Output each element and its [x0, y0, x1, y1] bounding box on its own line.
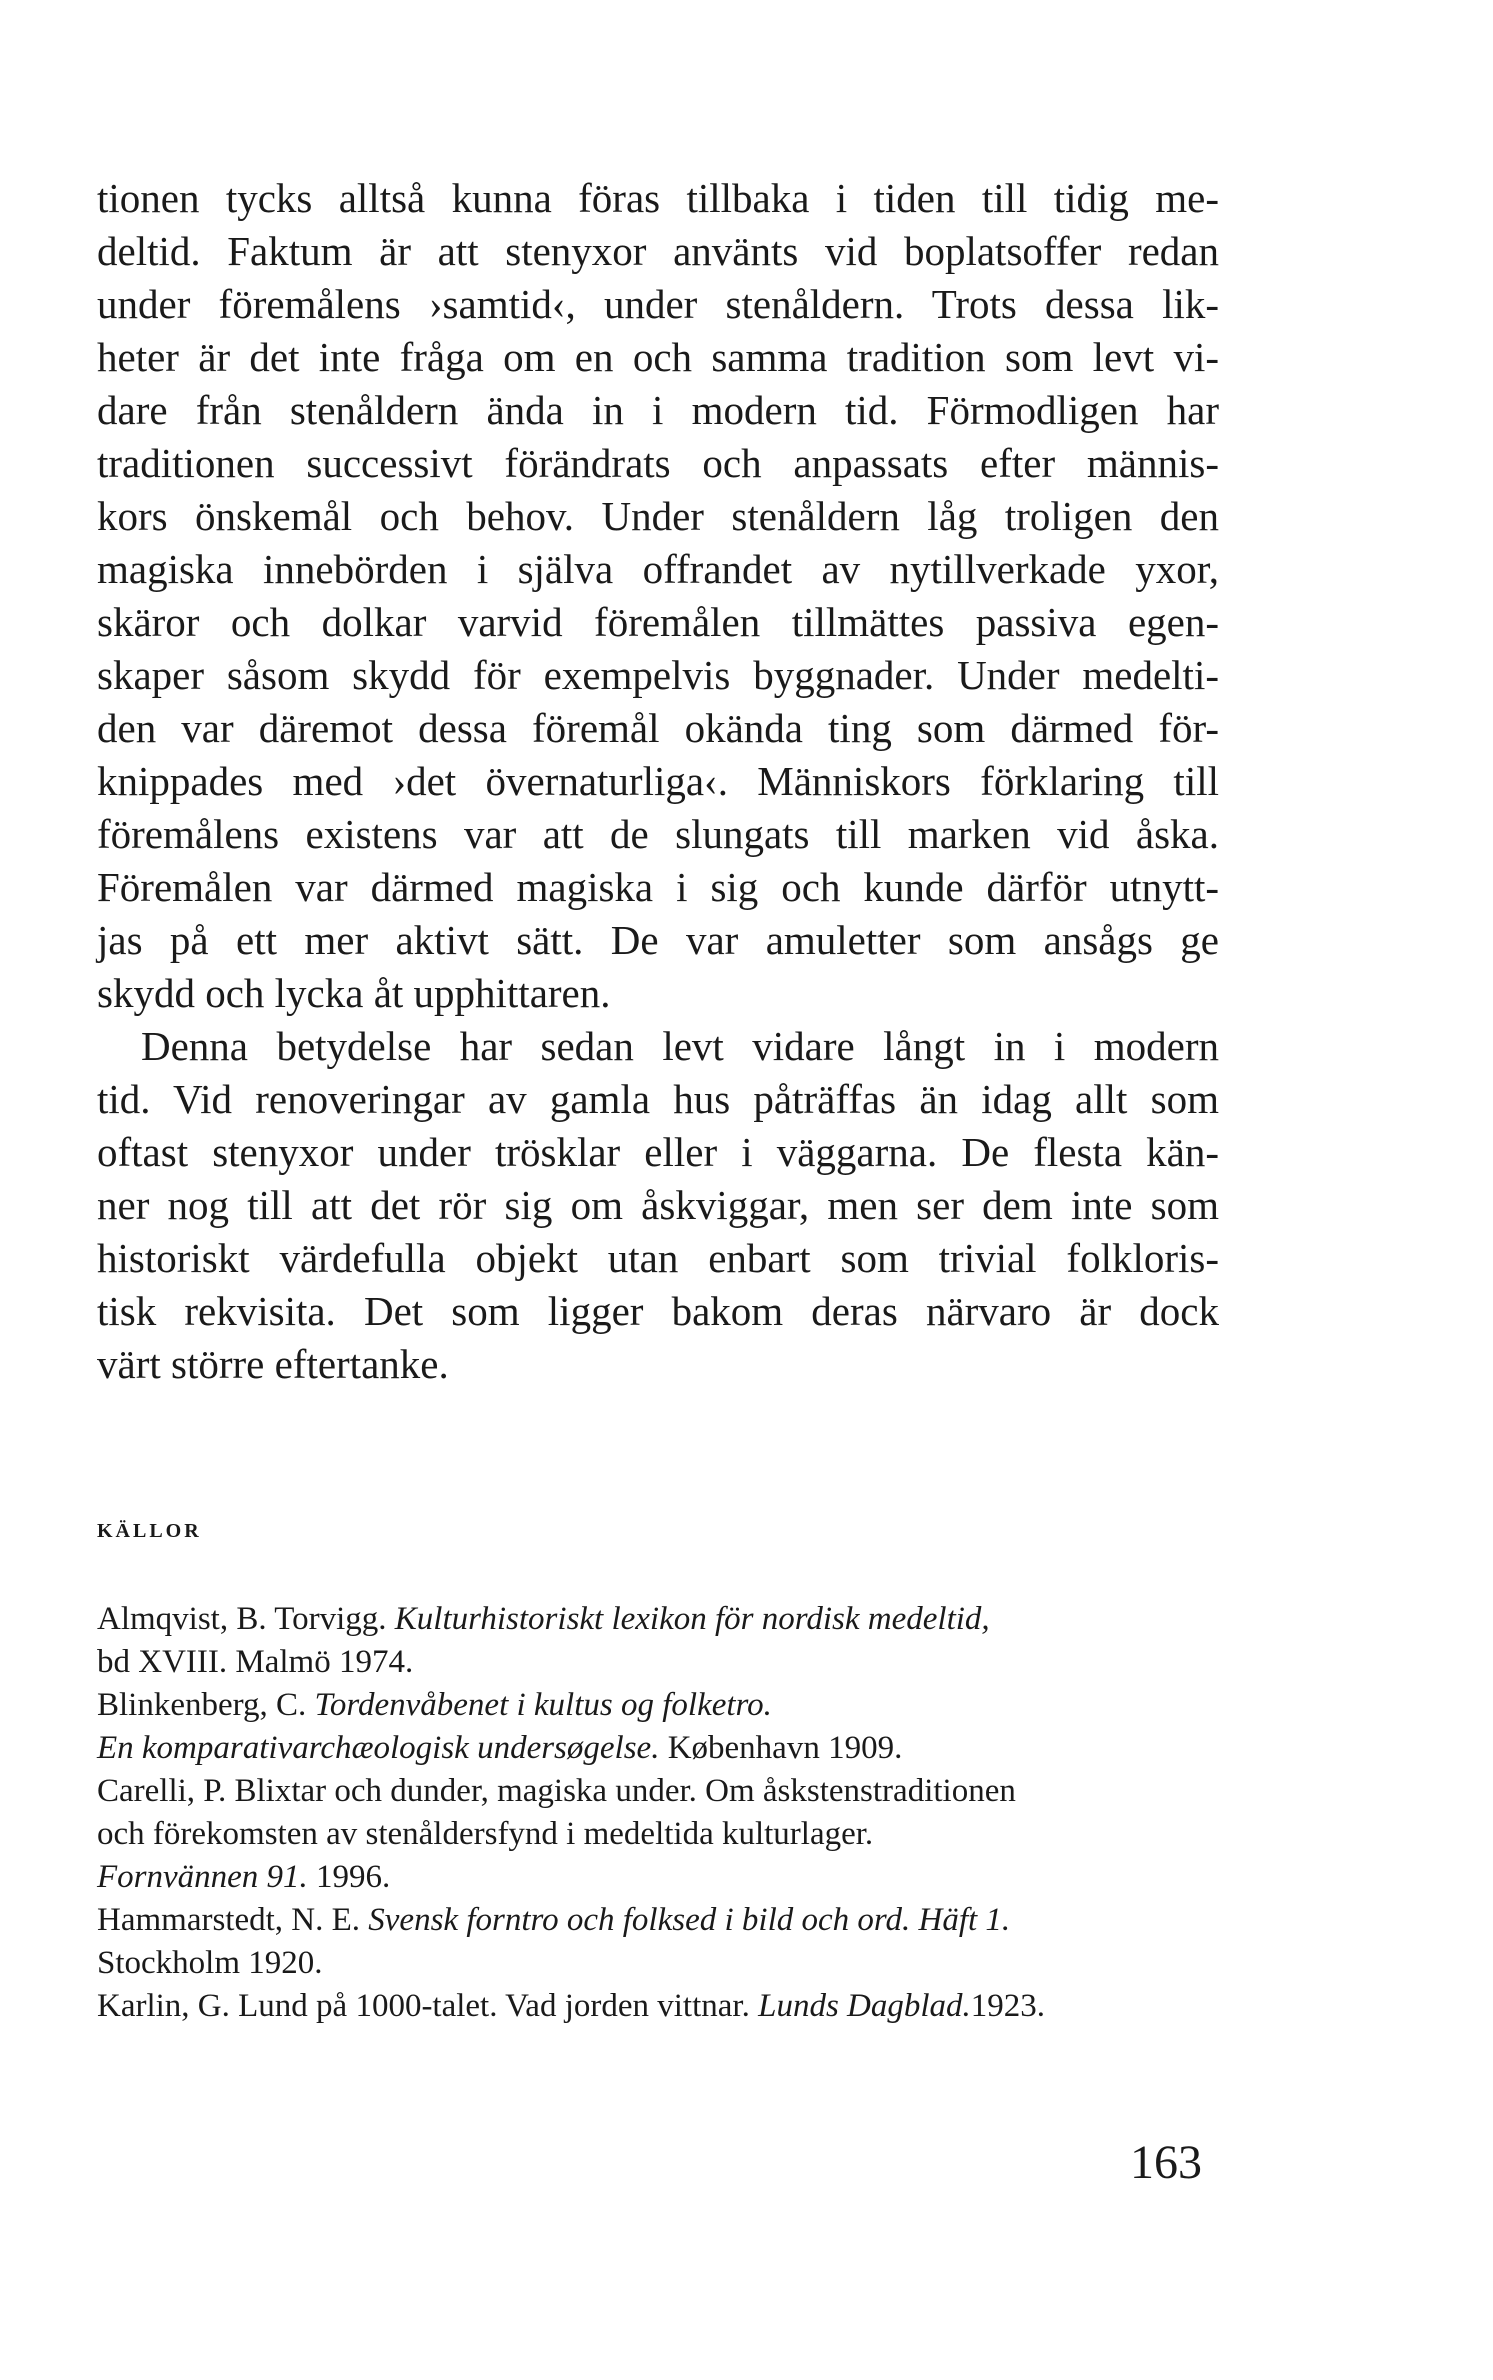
- text-line: traditionen successivt förändrats och anpassats efter männis-: [97, 440, 1219, 486]
- text-line: oftast stenyxor under trösklar eller i väggarna. De flesta kän-: [97, 1129, 1219, 1175]
- reference-line: [97, 1856, 1217, 1899]
- reference-title: Tordenvåbenet i kultus og folketro.: [314, 1687, 772, 1723]
- text-line: kors önskemål och behov. Under stenåldern låg troligen den: [97, 493, 1219, 539]
- text-line: föremålens existens var att de slungats till marken vid åska.: [97, 811, 1219, 857]
- text-line: Föremålen var därmed magiska i sig och kunde därför utnytt-: [97, 864, 1219, 910]
- reference-line: [97, 1641, 1217, 1684]
- reference-text: Hammarstedt, N. E.: [97, 1902, 369, 1938]
- reference-line: [97, 1598, 1217, 1641]
- text-line: deltid. Faktum är att stenyxor använts vid boplatsoffer redan: [97, 228, 1219, 274]
- text-line: tionen tycks alltså kunna föras tillbaka i tiden till tidig me-: [97, 175, 1219, 221]
- reference-text: Karlin, G. Lund på 1000-talet. Vad jorden vittnar.: [97, 1988, 759, 2024]
- paragraph: [97, 172, 1219, 1020]
- reference-title: Lunds Dagblad.: [758, 1988, 971, 2024]
- page-number: 163: [1130, 2136, 1202, 2189]
- body-text: [97, 172, 1219, 1391]
- reference-text: bd XVIII. Malmö 1974.: [97, 1644, 414, 1680]
- reference-line: [97, 1770, 1217, 1813]
- reference-text: Carelli, P. Blixtar och dunder, magiska under. Om åskstenstraditionen: [97, 1773, 1016, 1809]
- text-line: Denna betydelse har sedan levt vidare långt in i modern: [141, 1023, 1219, 1069]
- text-line: magiska innebörden i själva offrandet av nytillverkade yxor,: [97, 546, 1219, 592]
- text-line: tisk rekvisita. Det som ligger bakom deras närvaro är dock: [97, 1288, 1219, 1334]
- paragraph: [97, 1020, 1219, 1391]
- text-line: knippades med ›det övernaturliga‹. Människors förklaring till: [97, 758, 1219, 804]
- reference-text: 1923.: [970, 1988, 1046, 2024]
- reference-title: Fornvännen 91.: [97, 1859, 308, 1895]
- reference-text: Stockholm 1920.: [97, 1945, 323, 1981]
- reference-line: [97, 1942, 1217, 1985]
- text-line: värt större eftertanke.: [97, 1341, 449, 1387]
- text-line: historiskt värdefulla objekt utan enbart som trivial folkloris-: [97, 1235, 1219, 1281]
- text-line: skäror och dolkar varvid föremålen tillmättes passiva egen-: [97, 599, 1219, 645]
- text-line: skaper såsom skydd för exempelvis byggnader. Under medelti-: [97, 652, 1219, 698]
- reference-title: Svensk forntro och folksed i bild och ord. Häft 1.: [368, 1902, 1011, 1938]
- text-line: ner nog till att det rör sig om åskviggar, men ser dem inte som: [97, 1182, 1219, 1228]
- reference-text: Blinkenberg, C.: [97, 1687, 315, 1723]
- reference-line: [97, 1727, 1217, 1770]
- reference-text: København 1909.: [659, 1730, 903, 1766]
- text-line: heter är det inte fråga om en och samma tradition som levt vi-: [97, 334, 1219, 380]
- reference-line: [97, 1899, 1217, 1942]
- text-line: tid. Vid renoveringar av gamla hus påträffas än idag allt som: [97, 1076, 1219, 1122]
- reference-title: En komparativarchæologisk undersøgelse.: [97, 1730, 660, 1766]
- sources-heading: KÄLLOR: [97, 1520, 202, 1542]
- text-line: dare från stenåldern ända in i modern tid. Förmodligen har: [97, 387, 1219, 433]
- reference-line: [97, 1985, 1217, 2028]
- text-line: skydd och lycka åt upphittaren.: [97, 970, 611, 1016]
- reference-line: [97, 1813, 1217, 1856]
- text-line: den var däremot dessa föremål okända ting som därmed för-: [97, 705, 1219, 751]
- reference-title: Kulturhistoriskt lexikon för nordisk medeltid,: [394, 1601, 990, 1637]
- text-line: under föremålens ›samtid‹, under stenåldern. Trots dessa lik-: [97, 281, 1219, 327]
- reference-text: och förekomsten av stenåldersfynd i medeltida kulturlager.: [97, 1816, 874, 1852]
- text-line: jas på ett mer aktivt sätt. De var amuletter som ansågs ge: [97, 917, 1219, 963]
- reference-text: Almqvist, B. Torvigg.: [97, 1601, 395, 1637]
- reference-text: 1996.: [307, 1859, 391, 1895]
- references-list: [97, 1598, 1217, 2028]
- reference-line: [97, 1684, 1217, 1727]
